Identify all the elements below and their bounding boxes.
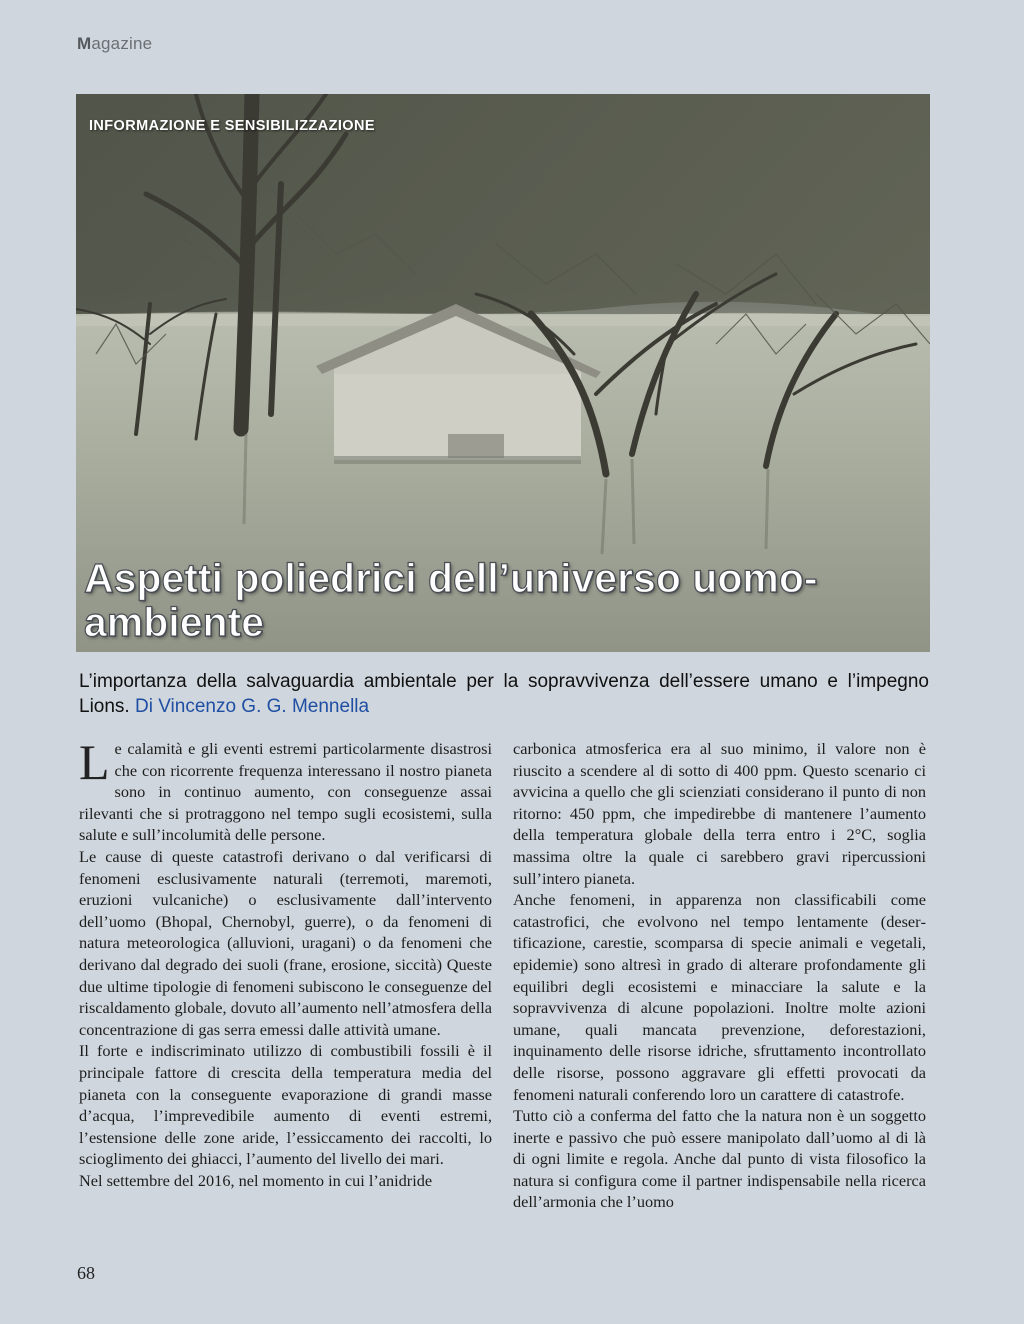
article-paragraph: Anche fenomeni, in apparenza non classificabili come catastrofici, che evolvono nel tempo lentamente (desertificazione, carestie, scomparsa di specie animali e vegetali, epidemie) sono altresì in grado di alterare profondamente gli equilibri degli ecosistemi e minacciare la salute e la sopravvivenza di alcune popolazioni. Inoltre molte azioni umane, quali mancata prevenzione, deforestazioni, inquinamento delle risorse idriche, sfruttamento incontrollato delle risorse, possono aggravare gli effetti provocati da fenomeni naturali conferendo loro un carattere di catastrofe. [513,890,926,1104]
article-paragraph: carbonica atmosferica era al suo minimo, il valore non è riuscito a scendere al di sotto di 400 ppm. Questo scenario ci avvicina a quello che gli scienziati considerano il punto di non ritorno: 450 ppm, che impedirebbe di mantenere l’aumento della temperatura globale della terra entro i 2°C, soglia massima oltre la quale ci sarebbero gravi ripercussioni sull’intero pianeta. [513,739,926,888]
section-tag: INFORMAZIONE E SENSIBILIZZAZIONE [89,118,375,134]
article-paragraph: Il forte e indiscriminato utilizzo di combustibili fossili è il principale fattore di crescita della temperatura media del pianeta con la conseguente evaporazione di grandi masse d’acqua, l’imprevedibile aumento di eventi estremi, l’estensione delle zone aride, l’essiccamento dei raccolti, lo scioglimento dei ghiacci, l’aumento del livello dei mari. [79,1041,492,1169]
hero-image [76,94,930,652]
page-number: 68 [77,1263,95,1283]
article-paragraph: Le cause di queste catastrofi derivano o dal verificarsi di fenomeni esclusivamente naturali (terremoti, maremoti, eruzioni vulcaniche) o esclusivamente dall’intervento dell’uomo (Bhopal, Chernobyl, guerre), o da fenomeni di natura meteorologica (alluvioni, uragani) o da fenomeni che derivano dal degrado dei suoli (frane, erosione, siccità) Queste due ultime tipologie di fenomeni subiscono le conseguenze del riscaldamento globale, dovuto all’aumento nell’atmosfera della concentrazione di gas serra emessi dalle attività umane. [79,846,492,1039]
drop-cap: L [79,734,110,790]
article-paragraph: Nel settembre del 2016, nel momento in cui l’anidride [79,1170,433,1190]
article-paragraph [79,734,492,846]
standfirst-text: L’importanza della salvaguardia ambientale per la sopravvivenza dell’essere umano e l’impegno Lions. [79,671,929,717]
standfirst [79,669,929,719]
article-paragraph: Tutto ciò a conferma del fatto che la natura non è un soggetto inerte e passivo che può essere manipolato dall’uomo al di là di ogni limite e regola. Anche dal punto di vista filosofico la natura si configura come il partner indispensabile nella ricerca dell’armonia che l’uomo [513,1106,926,1212]
article-column-left [79,734,492,1191]
byline: Di Vincenzo G. G. Mennella [134,696,370,717]
running-head [77,34,152,54]
article-column-right [513,738,926,1213]
magazine-name-rest: agazine [91,34,153,53]
paragraph-text: e calamità e gli eventi estremi particolarmente disastrosi che con ricorrente frequenza interessano il nostro pianeta sono in continuo aumento, con conseguenze assai rilevanti che si protraggono nel tempo sugli ecosistemi, sulla salute e sull’incolumità delle persone. [79,739,492,845]
magazine-first-letter: M [77,34,92,53]
article-title: Aspetti poliedrici dell’universo uomo-ambiente [84,555,818,645]
